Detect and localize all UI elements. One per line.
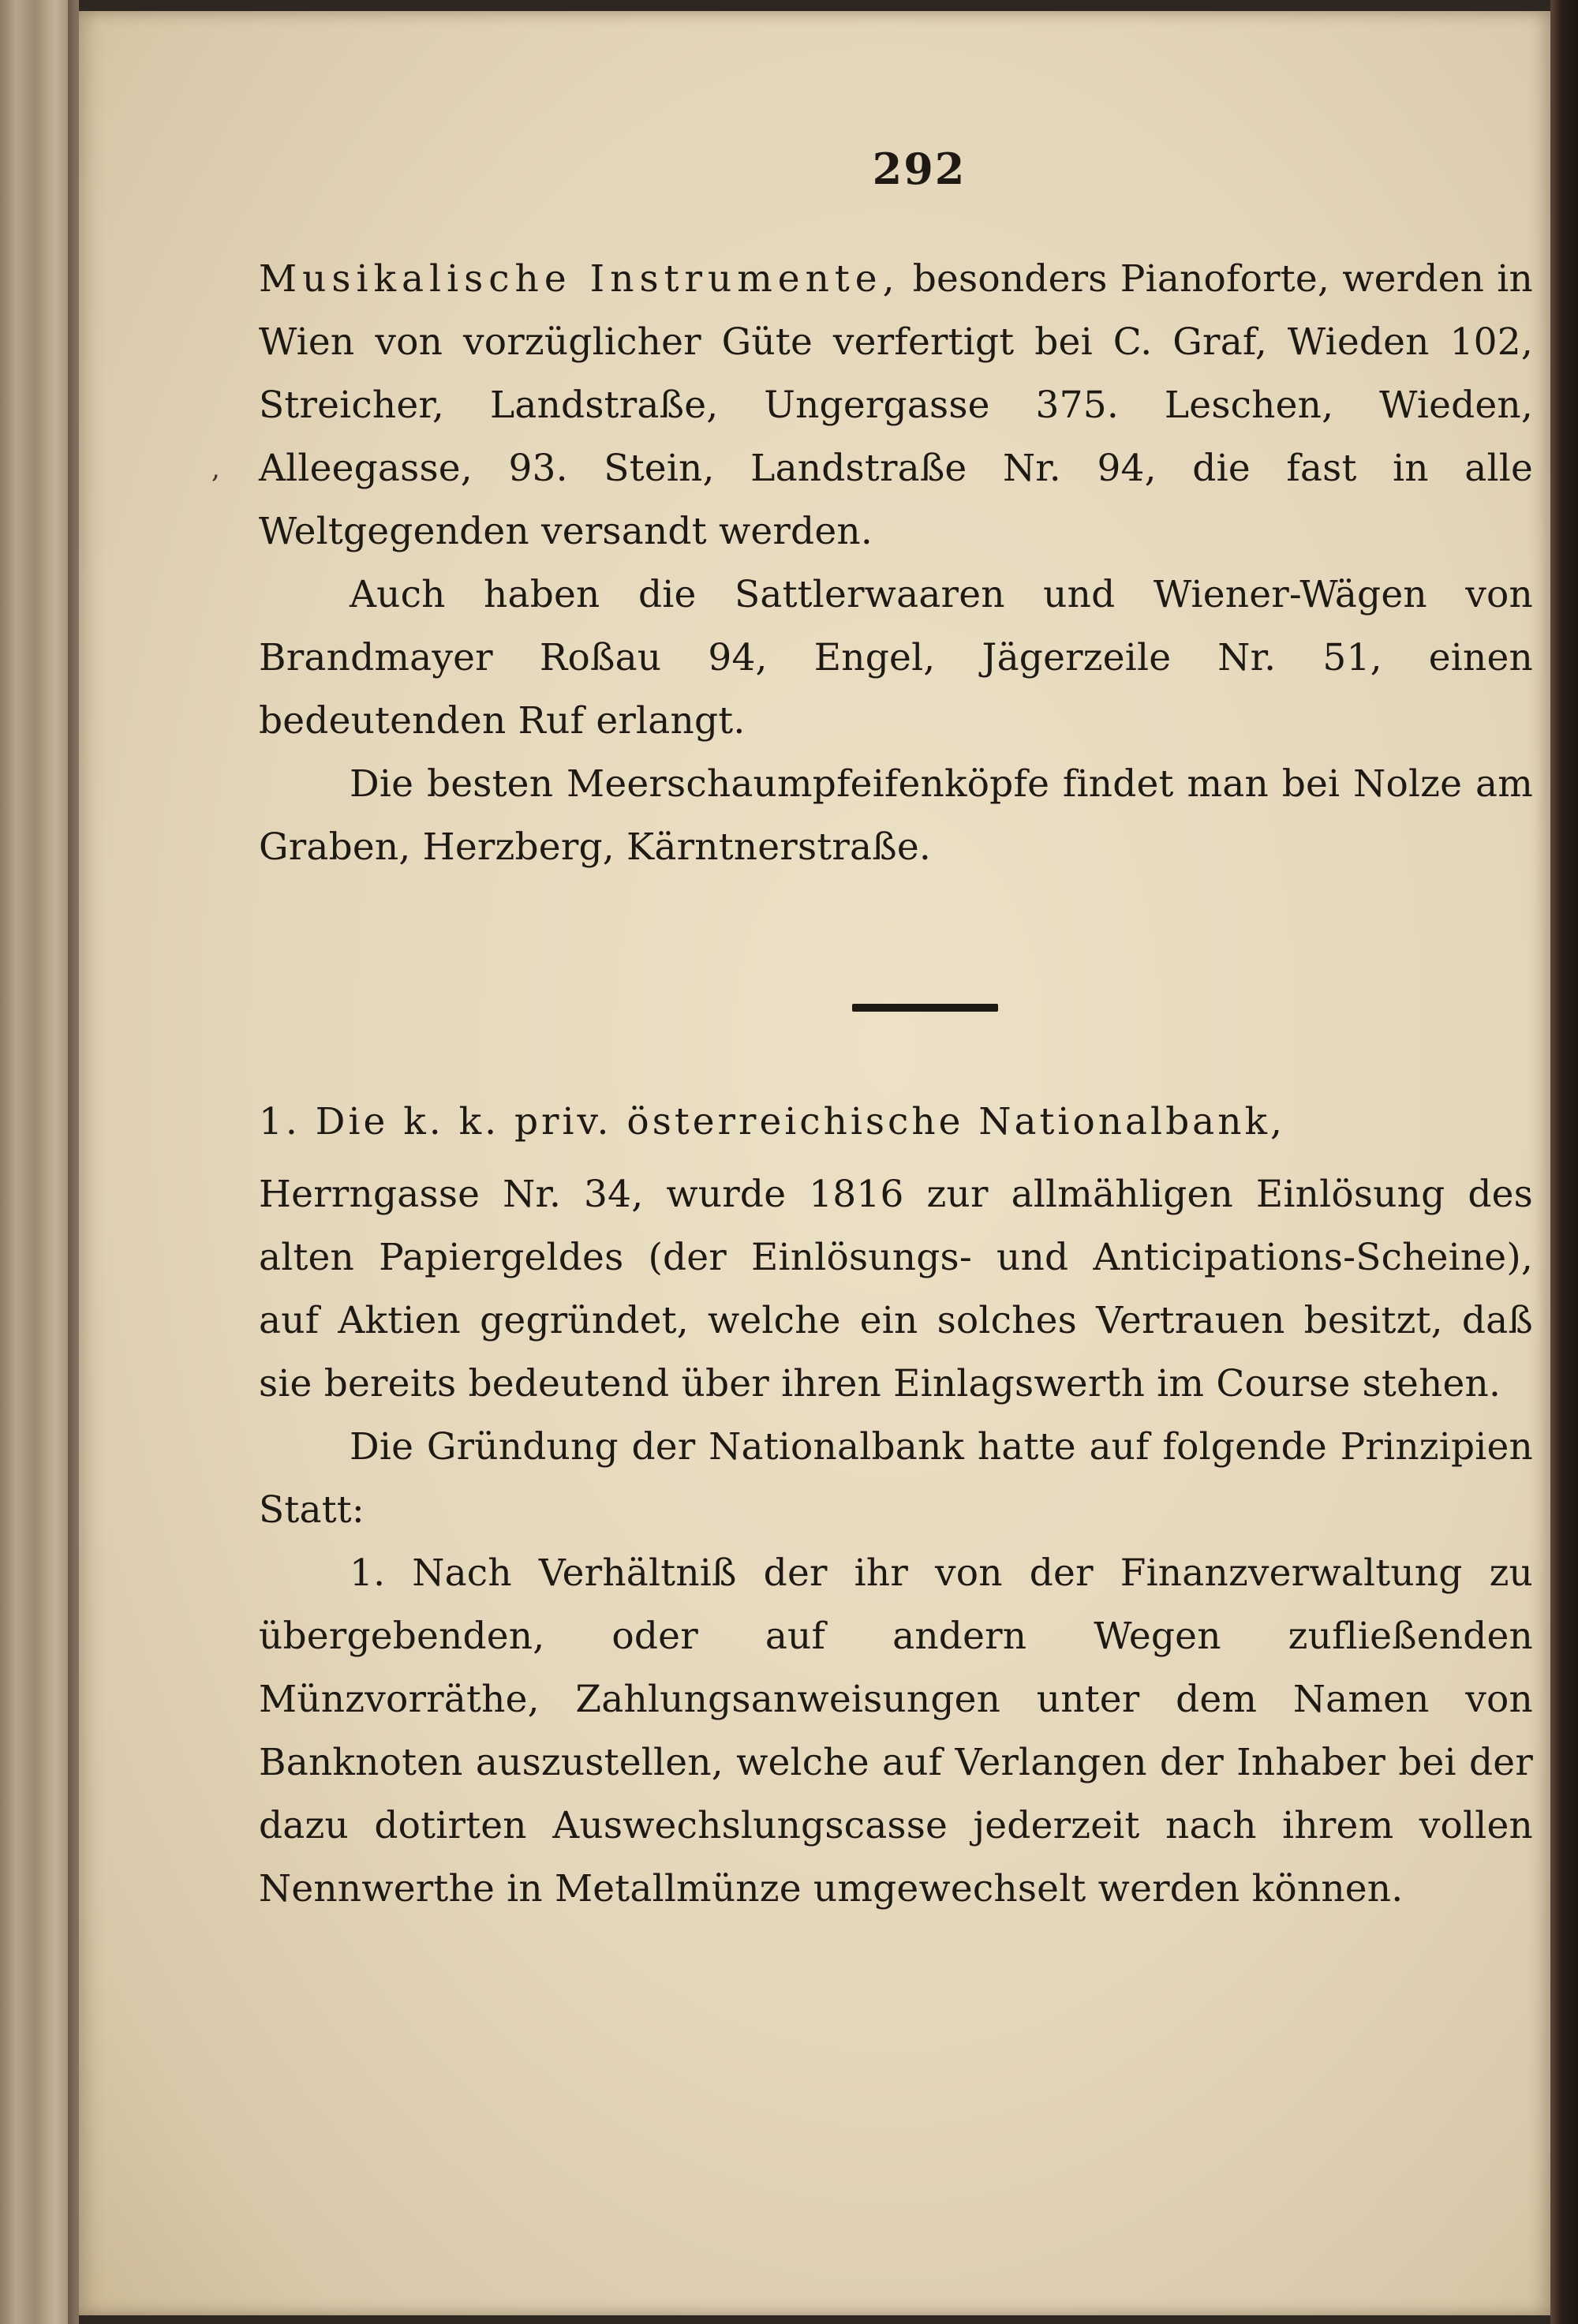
section-crafts	[259, 248, 1533, 879]
book-page	[79, 11, 1550, 2315]
paragraph-instruments-text: besonders Pianoforte, werden in Wien von vorzüglicher Güte verfertigt bei C. Graf, Wieden 102, Streicher, Landstraße, Ungergasse 375. Leschen, Wieden, Alleegasse, 93. Stein, Landstraße Nr. 94, die fast in alle Weltgegenden versandt werden.	[259, 257, 1534, 553]
paragraph-principles: Die Gründung der Nationalbank hatte auf folgende Prinzipien Statt:	[259, 1425, 1533, 1532]
paragraph-bank-founding: Herrngasse Nr. 34, wurde 1816 zur allmähligen Einlösung des alten Papiergeldes (der Einlösungs- und Anticipations-Scheine), auf Aktien gegründet, welche ein solches Vertrauen besitzt, daß sie bereits bedeutend über ihren Einlagswerth im Course stehen.	[259, 1173, 1533, 1405]
paragraph-principle-one: 1. Nach Verhältniß der ihr von der Finanzverwaltung zu übergebenden, oder auf andern Wegen zufließenden Münzvorräthe, Zahlungsanweisungen unter dem Namen von Banknoten auszustellen, welche auf Verlangen der Inhaber bei der dazu dotirten Auswechslungscasse jederzeit nach ihrem vollen Nennwerthe in Metallmünze umgewechselt werden können.	[259, 1551, 1533, 1910]
book-cover-edge	[1550, 0, 1578, 2324]
section-nationalbank	[259, 1091, 1533, 1921]
paragraph-saddlery: Auch haben die Sattlerwaaren und Wiener-Wägen von Brandmayer Roßau 94, Engel, Jägerzeile Nr. 51, einen bedeutenden Ruf erlangt.	[259, 573, 1533, 743]
paragraph-pipes: Die besten Meerschaumpfeifenköpfe findet man bei Nolze am Graben, Herzberg, Kärntnerstraße.	[259, 762, 1533, 869]
paragraph-instruments	[259, 248, 1533, 563]
section-heading: 1. Die k. k. priv. österreichische Nationalbank,	[259, 1100, 1285, 1143]
margin-pencil-mark: ,	[211, 453, 220, 485]
page-number: 292	[872, 144, 967, 194]
book-page-stack-edge	[0, 0, 79, 2324]
section-divider	[852, 1004, 998, 1012]
emphasis-instruments: Musikalische Instrumente,	[259, 257, 900, 301]
